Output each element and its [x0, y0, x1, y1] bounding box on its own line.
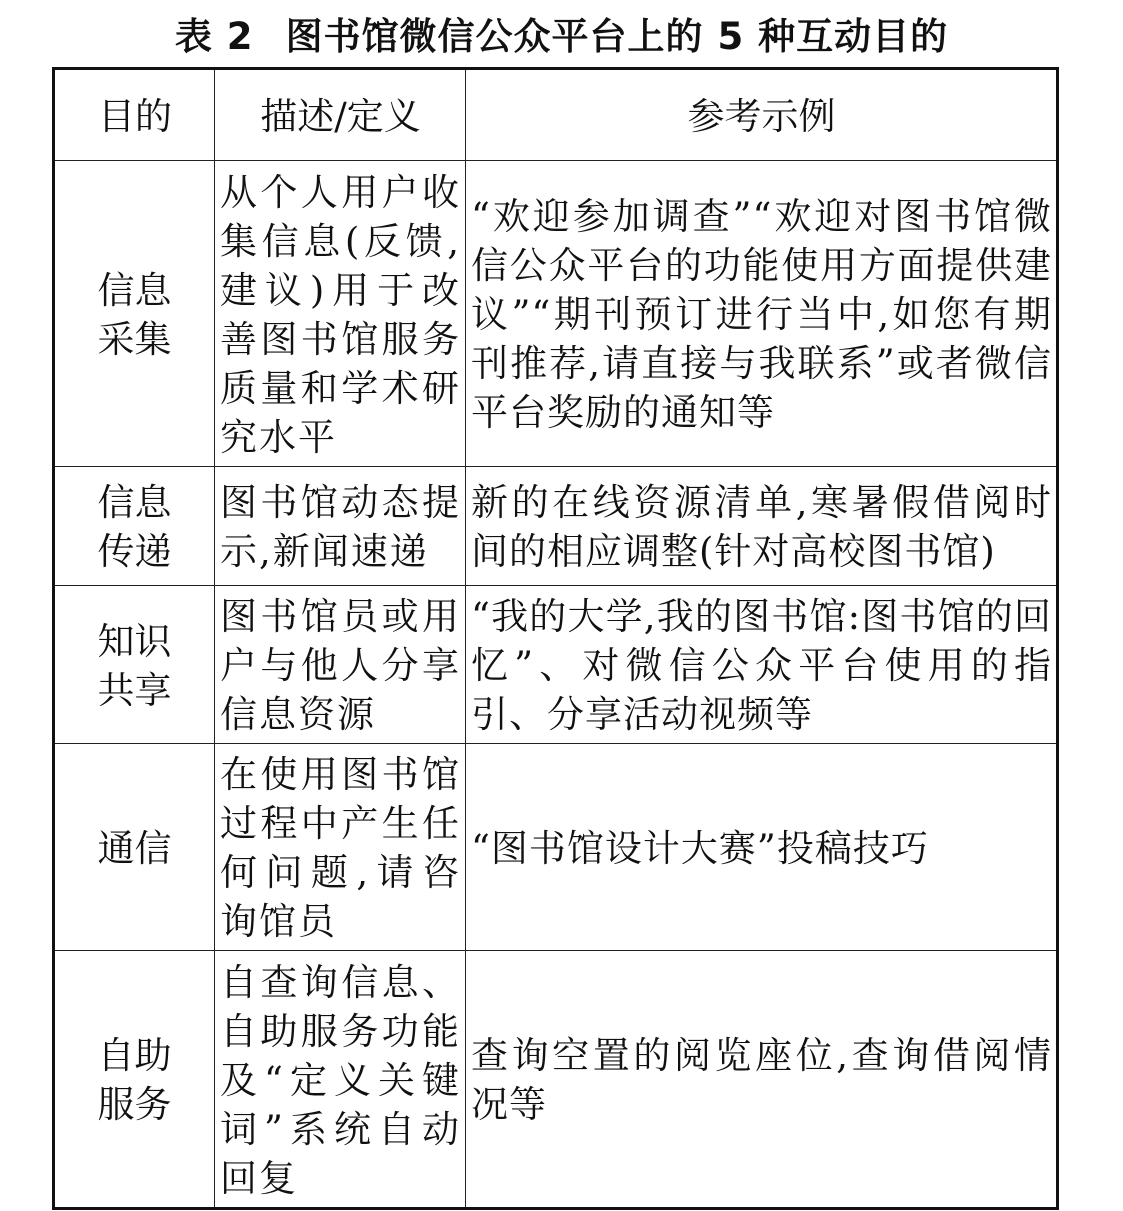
description-cell: 在使用图书馆过程中产生任何问题,请咨询馆员 — [215, 744, 466, 951]
purpose-text: 信息采集 — [97, 268, 172, 361]
table-row — [54, 951, 1058, 1209]
description-cell: 图书馆动态提示,新闻速递 — [215, 467, 466, 586]
purpose-cell — [54, 744, 215, 951]
table-number: 表 2 — [174, 15, 254, 58]
table-row — [54, 744, 1058, 951]
description-cell: 自查询信息、自助服务功能及“定义关键词”系统自动回复 — [215, 951, 466, 1209]
example-cell: “我的大学,我的图书馆:图书馆的回忆”、对微信公众平台使用的指引、分享活动视频等 — [466, 586, 1058, 744]
table-caption: 图书馆微信公众平台上的 5 种互动目的 — [285, 15, 949, 58]
table-row — [54, 161, 1058, 467]
example-cell: “图书馆设计大赛”投稿技巧 — [466, 744, 1058, 951]
description-cell: 图书馆员或用户与他人分享信息资源 — [215, 586, 466, 744]
column-header-description: 描述/定义 — [215, 69, 466, 161]
interaction-purpose-table — [52, 67, 1059, 1210]
column-header-purpose: 目的 — [54, 69, 215, 161]
purpose-cell — [54, 586, 215, 744]
description-cell: 从个人用户收集信息(反馈,建议)用于改善图书馆服务质量和学术研究水平 — [215, 161, 466, 467]
example-cell: “欢迎参加调查”“欢迎对图书馆微信公众平台的功能使用方面提供建议”“期刊预订进行当中,如您有期刊推荐,请直接与我联系”或者微信平台奖励的通知等 — [466, 161, 1058, 467]
table-header-row — [54, 69, 1058, 161]
purpose-text: 自助服务 — [97, 1034, 172, 1126]
purpose-text: 知识共享 — [97, 619, 172, 712]
table-row — [54, 586, 1058, 744]
example-cell: 查询空置的阅览座位,查询借阅情况等 — [466, 951, 1058, 1209]
purpose-cell — [54, 467, 215, 586]
purpose-cell — [54, 951, 215, 1209]
table-title — [0, 14, 1123, 60]
purpose-text: 信息传递 — [97, 481, 172, 573]
column-header-example: 参考示例 — [466, 69, 1058, 161]
table-row — [54, 467, 1058, 586]
example-cell: 新的在线资源清单,寒暑假借阅时间的相应调整(针对高校图书馆) — [466, 467, 1058, 586]
purpose-text: 通信 — [97, 826, 172, 870]
purpose-cell — [54, 161, 215, 467]
